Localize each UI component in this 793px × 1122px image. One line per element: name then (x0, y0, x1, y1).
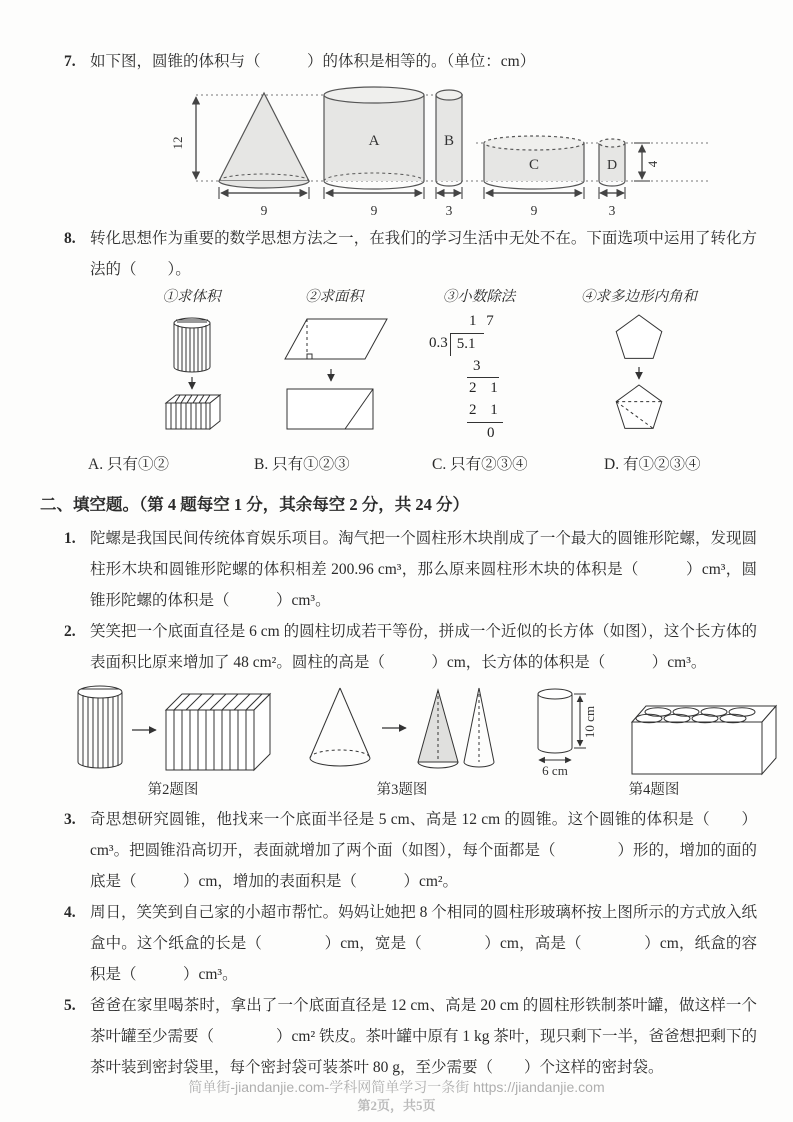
half-cone-front (418, 690, 458, 768)
cylinder-b-base-label: 3 (445, 203, 453, 218)
question-7-number: 7. (64, 53, 76, 70)
fill-item-4-number: 4. (64, 903, 76, 921)
fill-item-1-text: 陀螺是我国民间传统体育娱乐项目。淘气把一个圆柱形木块削成了一个最大的圆锥形陀螺，发现圆柱形木块和圆锥形陀螺的体积相差 200.96 cm³，那么原来圆柱形木块的体积是（ ）cm³，圆锥形陀螺的体积是（ ）cm³。 (90, 529, 757, 609)
figure-for-item-2 (70, 682, 276, 802)
fill-item-4-text: 周日，笑笑到自己家的小超市帮忙。妈妈让她把 8 个相同的圆柱形玻璃杯按上图所示的方式放入纸盒中。这个纸盒的长是（ ）cm，宽是（ ）cm，高是（ ）cm，纸盒的容积是（ ）cm³。 (90, 903, 757, 983)
cone-shape (219, 93, 309, 188)
base-dimensions (219, 187, 625, 199)
subfigure-division (409, 285, 549, 445)
cylinder-c-shape (484, 136, 584, 189)
cup-diameter-label: 6 cm (542, 762, 568, 778)
cup-height-dimension (574, 694, 597, 748)
question-8 (64, 223, 757, 480)
cd-height-dimension (634, 143, 660, 181)
subfigure-area-label: ②求面积 (305, 289, 363, 305)
striped-cylinder (78, 686, 122, 768)
option-b: B. 只有①②③ (254, 455, 350, 473)
fill-item-1 (64, 523, 757, 616)
subfigure-division-label: ③小数除法 (442, 289, 516, 305)
rectangle-shape (287, 389, 373, 429)
fill-item-2-number: 2. (64, 622, 76, 640)
cylinder-d-base-label: 3 (608, 203, 616, 218)
pentagon-triangulated-shape (616, 385, 662, 428)
cup-diameter-dimension (539, 760, 571, 778)
division-step-1: 3 (467, 356, 499, 379)
division-step-2: 2 1 (469, 380, 503, 397)
division-quotient: 1 7 (469, 313, 497, 329)
height-dimension (170, 97, 196, 179)
cylinder-d-shape (599, 139, 625, 186)
question-7-text: 如下图，圆锥的体积与（ ）的体积是相等的。（单位：cm） (90, 53, 536, 70)
question-8-row (64, 223, 757, 285)
fill-item-5-text: 爸爸在家里喝茶时，拿出了一个底面直径是 12 cm、高是 20 cm 的圆柱形铁制茶叶罐，做这样一个茶叶罐至少需要（ ）cm² 铁皮。茶叶罐中原有 1 kg 茶叶，现只剩下一半，爸爸想把剩下的茶叶装到密封袋里，每个密封袋可装茶叶 80 g，至少需要（ ）个这样的密封袋。 (90, 996, 757, 1076)
half-cone-back (464, 688, 494, 767)
figure-for-item-4 (528, 682, 780, 802)
item3-cone-cut-figure (302, 682, 502, 778)
base-dimension-labels (261, 203, 616, 218)
section-2-title: 二、填空题。（第 4 题每空 1 分，其余每空 2 分，共 24 分） (40, 494, 469, 514)
question-7-figure (164, 79, 724, 221)
cylinder-b-label: B (443, 133, 455, 149)
striped-cuboid (166, 694, 270, 770)
subfigure-polygon (549, 285, 729, 437)
long-division-figure (429, 311, 529, 445)
footer-site-link: 简单街-jiandanjie.com-学科网简单学习一条街 https://jiandanjie.com (188, 1079, 605, 1095)
fill-item-2-text: 笑笑把一个底面直径是 6 cm 的圆柱切成若干等份，拼成一个近似的长方体（如图），这个长方体的表面积比原来增加了 48 cm²。圆柱的高是（ ）cm，长方体的体积是（ ）cm³。 (90, 622, 757, 671)
cylinder-c-base-label: 9 (530, 203, 538, 218)
cup-cylinder (538, 689, 572, 753)
cylinder-b-shape (436, 90, 462, 186)
cone-shape (310, 688, 370, 766)
footer-page-number: 第2页，共5页 (357, 1098, 436, 1113)
option-c: C. 只有②③④ (432, 455, 528, 473)
fill-item-2 (64, 616, 757, 678)
question-7 (64, 46, 757, 221)
fill-item-3-text: 奇思想研究圆锥，他找来一个底面半径是 5 cm、高是 12 cm 的圆锥。这个圆锥的体积是（ ）cm³。把圆锥沿高切开，表面就增加了两个面（如图），每个面都是（ ）形的，增加的面的底是（ ）cm，增加的表面积是（ ）cm²。 (90, 810, 757, 890)
height-dimension-label: 12 (170, 136, 185, 150)
figure-caption-2: 第2题图 (147, 781, 199, 798)
division-remainder: 0 (487, 424, 495, 441)
figure-for-item-3 (302, 682, 502, 802)
division-step-3: 2 1 (467, 400, 503, 423)
fill-item-5 (64, 990, 757, 1083)
question-8-options (88, 449, 757, 480)
item2-cylinder-to-cuboid-figure (70, 682, 276, 778)
cylinder-d-label: D (606, 158, 618, 173)
cylinder-to-cuboid-figure (156, 311, 228, 433)
subfigure-area (259, 285, 409, 433)
box-with-cups (632, 706, 776, 774)
option-d: D. 有①②③④ (604, 455, 701, 473)
item4-cups-in-box-figure (528, 682, 780, 778)
pentagon-shape (616, 315, 662, 358)
subfigure-volume (124, 285, 259, 433)
figure-caption-3: 第3题图 (376, 781, 428, 798)
cd-height-label: 4 (645, 160, 660, 168)
pentagon-figure (593, 311, 685, 437)
cylinder-a-shape (324, 87, 424, 189)
subfigure-polygon-label: ④求多边形内角和 (581, 289, 697, 305)
page-footer (0, 1078, 793, 1114)
cone-base-label: 9 (260, 203, 268, 218)
fill-item-3 (64, 804, 757, 897)
cylinder-c-label: C (528, 157, 540, 173)
fill-item-5-number: 5. (64, 996, 76, 1014)
question-8-number: 8. (64, 230, 76, 247)
parallelogram-to-rectangle-figure (273, 311, 395, 433)
cylinder-a-label: A (368, 133, 380, 149)
fill-item-1-number: 1. (64, 529, 76, 547)
question-8-subfigures (124, 285, 757, 445)
parallelogram-shape (285, 319, 387, 359)
striped-cylinder (174, 318, 210, 372)
division-dividend: 5.1 (450, 333, 484, 356)
option-a: A. 只有①② (88, 455, 169, 473)
fill-section-figures (70, 682, 757, 802)
striped-cuboid (166, 395, 220, 429)
fill-item-4 (64, 897, 757, 990)
fill-item-3-number: 3. (64, 810, 76, 828)
question-8-text: 转化思想作为重要的数学思想方法之一，在我们的学习生活中无处不在。下面选项中运用了转化方法的（ ）。 (90, 230, 757, 278)
figure-caption-4: 第4题图 (628, 781, 680, 798)
division-main-row (429, 333, 529, 356)
subfigure-volume-label: ①求体积 (162, 289, 221, 305)
division-divisor: 0.3 (429, 334, 448, 351)
question-7-row (64, 46, 757, 77)
cup-height-label: 10 cm (582, 705, 597, 738)
cylinder-a-base-label: 9 (370, 203, 378, 218)
